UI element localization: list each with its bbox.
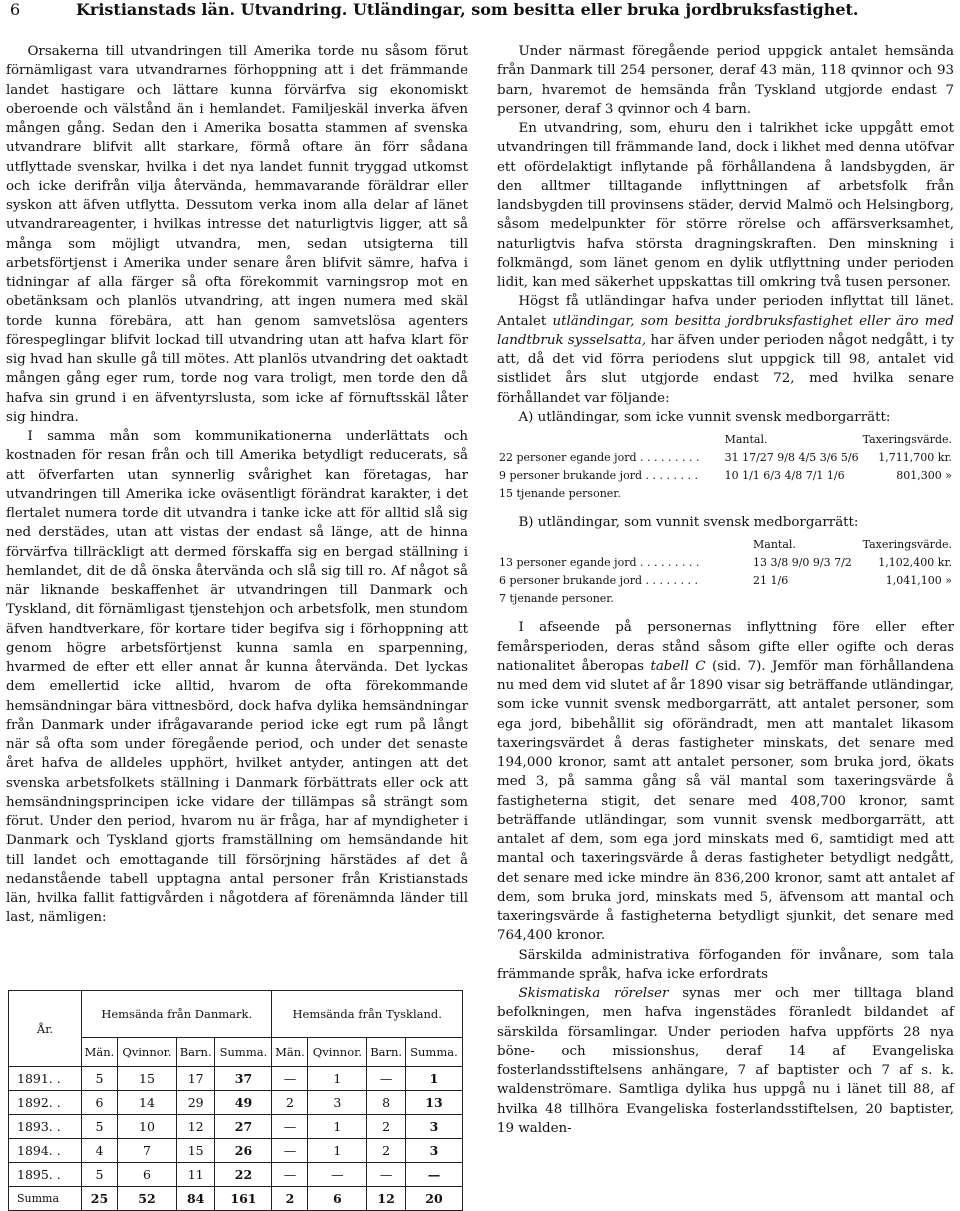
right-column: [497, 42, 954, 1138]
subheader-men: Män.: [82, 1038, 118, 1067]
table-cell: 49: [215, 1091, 272, 1115]
table-cell: 22: [215, 1163, 272, 1187]
count: 7: [499, 592, 506, 606]
text: (sid. 7). Jemför man förhållandena nu med dem vid slutet af år 1890 visar sig beträffande utländingar, som icke vunnit svensk medborgarrätt, att antalet personer, som ega jord, bibehållit sig oförändradt, men att mantalet likasom taxeringsvärdet å deras fastigheter minskats, det senare med 194,000 kronor, samt att antalet personer, som bruka jord, ökats med 3, på samma gång så väl mantal som taxeringsvärde å fastigheterna stigit, det senare med 408,700 kronor, samt beträffande utländingar, som vunnit svensk medborgarrätt, att antalet af dem, som ega jord minskats med 6, samtidigt med att mantal och taxeringsvärde å deras fastigheter betydligt nedgått, det senare med icke mindre än 836,200 kronor, samt att antalet af dem, som bruka jord, minskats med 5, äfvensom att mantal och taxeringsvärde å fastigheterna betydligt sjunkit, det senare med 764,400 kronor.: [497, 658, 954, 944]
year-cell: 1893. .: [9, 1115, 82, 1139]
table-cell: 4: [82, 1139, 118, 1163]
tax-value: [861, 485, 954, 503]
row-label: tjenande personer.: [516, 487, 621, 500]
table-cell: 7: [118, 1139, 177, 1163]
table-cell: 12: [176, 1115, 215, 1139]
table-cell: —: [272, 1163, 308, 1187]
italic-text: Skismatiska rörelser: [518, 986, 669, 1001]
table-cell: 1: [308, 1115, 367, 1139]
table-cell: 15: [118, 1067, 177, 1091]
subheader-women: Qvinnor.: [118, 1038, 177, 1067]
table-row: [9, 1115, 463, 1139]
returnees-table: [8, 990, 463, 1211]
group-b-table: [497, 536, 954, 608]
subheader-total: Summa.: [405, 1038, 462, 1067]
year-cell: 1891. .: [9, 1067, 82, 1091]
row-label: personer brukande jord . . . . . . . .: [509, 469, 698, 482]
col-tax: Taxeringsvärde.: [862, 433, 952, 446]
table-cell: 12: [367, 1187, 406, 1211]
count: 22: [499, 451, 513, 464]
table-cell: 2: [367, 1139, 406, 1163]
table-body: [9, 1067, 463, 1211]
subheader-men: Män.: [272, 1038, 308, 1067]
count: 13: [499, 556, 513, 570]
year-cell: 1894. .: [9, 1139, 82, 1163]
subheader-children: Barn.: [176, 1038, 215, 1067]
group-b-title: B) utländingar, som vunnit svensk medborgarrätt:: [518, 515, 859, 530]
table-cell: 5: [82, 1067, 118, 1091]
header-germany: Hemsända från Tyskland.: [272, 991, 463, 1038]
table-row: [497, 485, 954, 503]
table-cell: 5: [82, 1115, 118, 1139]
paragraph-foreigners: [497, 292, 954, 408]
count: 9: [499, 469, 506, 482]
text: har äfven under perioden något nedgått, i ty att, då det vid förra periodens slut uppgick till 98, antalet vid sistlidet års slut utgjorde endast 72, med hvilka senare förhållandet var följande:: [497, 332, 954, 406]
table-cell: 3: [405, 1139, 462, 1163]
mantal-value: 31 17/27 9/8 4/5 3/6 5/6: [724, 451, 859, 464]
table-cell: 2: [272, 1091, 308, 1115]
italic-text: utländingar, som besitta jordbruksfastighet eller äro med landtbruk sysselsatta,: [497, 313, 954, 348]
table-row: [497, 467, 954, 485]
table-cell: 13: [405, 1091, 462, 1115]
year-cell: 1892. .: [9, 1091, 82, 1115]
table-cell: 6: [82, 1091, 118, 1115]
table-cell: 29: [176, 1091, 215, 1115]
returnees-table-wrapper: [8, 990, 463, 1211]
table-cell: 1: [308, 1139, 367, 1163]
table-cell: —: [272, 1139, 308, 1163]
paragraph-comparison: [497, 618, 954, 945]
running-title: Kristianstads län. Utvandring. Utländingar, som besitta eller bruka jordbruksfastighet.: [76, 0, 859, 19]
table-cell: 2: [367, 1115, 406, 1139]
table-cell: 52: [118, 1187, 177, 1211]
subheader-women: Qvinnor.: [308, 1038, 367, 1067]
mantal-value: 21 1/6: [753, 574, 789, 588]
table-row: [497, 572, 954, 590]
left-column: [6, 42, 468, 928]
group-a-table: [497, 431, 954, 503]
table-cell: 161: [215, 1187, 272, 1211]
table-cell: —: [405, 1163, 462, 1187]
col-tax: Taxeringsvärde.: [862, 538, 952, 552]
table-cell: 5: [82, 1163, 118, 1187]
table-cell: 3: [405, 1115, 462, 1139]
table-cell: 14: [118, 1091, 177, 1115]
count: 15: [499, 487, 513, 500]
page-header: [6, 0, 954, 22]
tax-value: 1,711,700 kr.: [878, 451, 952, 464]
table-cell: 84: [176, 1187, 215, 1211]
col-mantal: Mantal.: [753, 538, 796, 552]
mantal-value: 13 3/8 9/0 9/3 7/2: [753, 556, 852, 570]
table-cell: 26: [215, 1139, 272, 1163]
paragraph-administration: Särskilda administrativa förfoganden för invånare, som tala främmande språk, hafva icke erfordrats: [497, 947, 954, 982]
table-cell: 15: [176, 1139, 215, 1163]
tax-value: 1,102,400 kr.: [878, 556, 952, 570]
count: 6: [499, 574, 506, 588]
year-cell: Summa: [9, 1187, 82, 1211]
table-cell: 20: [405, 1187, 462, 1211]
table-cell: 6: [308, 1187, 367, 1211]
table-row: [9, 1163, 463, 1187]
paragraph-previous-period: Under närmast föregående period uppgick antalet hemsända från Danmark till 254 personer, deraf 43 män, 118 qvinnor och 93 barn, hvaremot de hemsända från Tyskland utgjorde endast 7 personer, deraf 3 qvinnor och 4 barn.: [497, 44, 954, 117]
paragraph-emigration-causes: Orsakerna till utvandringen till Amerika torde nu såsom förut förnämligast vara utvandrarnes förhoppning att i det främmande landet hastigare och lättare kunna förvärfva sig ekonomiskt oberoende och välstånd än i hemlandet. Familjeskäl inverka äfven mången gång. Sedan den i Amerika bosatta stammen af svenska utvandrare blifvit allt starkare, förmå oftare än förr sådana utflyttade svenskar, hvilka i det nya landet funnit tryggad utkomst och icke derifrån vilja återvända, hemmavarande föräldrar eller syskon att äfven utflytta. Dessutom verka inom alla delar af länet utvandrareagenter, i hvilkas intresse det naturligtvis ligger, att så många som möjligt utvandra, men, sedan utsigterna till arbetsförtjenst i Amerika under senare åren blifvit sämre, hafva i tidningar af alla färger så ofta förekommit varningsrop mot en obetänksam och planlös utvandring, att ingen numera med skäl torde kunna förebära, att han genom samvetslösa agenters förespeglingar blifvit lockad till utvandring utan att hafva klart för sig hvad han skulle gå till mötes. Att planlös utvandring det oaktadt mången gång eger rum, torde nog vara troligt, men torde den då hafva sin grund i en äfventyrslusta, som icke af förnuftsskäl låter sig hindra.: [6, 44, 468, 425]
year-cell: 1895. .: [9, 1163, 82, 1187]
col-mantal: Mantal.: [724, 433, 768, 446]
row-label: tjenande personer.: [509, 592, 614, 606]
table-cell: 17: [176, 1067, 215, 1091]
italic-text: tabell C: [650, 658, 706, 674]
text: synas mer och mer tilltaga bland befolkningen, men hafva ingenstädes föranledt bildandet af särskilda församlingar. Under perioden hafva uppförts 28 nya böne- och missionshus, deraf 14 af Evangeliska fosterlandsstiftelsens anhängare, 7 af baptister och 7 af s. k. waldenströmare. Samtliga dylika hus uppgå nu i länet till 88, af hvilka 48 tillhöra Evangeliska fosterlandsstiftelsen, 20 baptister, 19 walden-: [497, 986, 954, 1136]
table-row-total: [9, 1187, 463, 1211]
table-row: [9, 1067, 463, 1091]
table-row: [9, 1139, 463, 1163]
table-cell: 6: [118, 1163, 177, 1187]
text: I afseende på personernas inflyttning före eller efter femårsperioden, deras stånd såsom gifte eller ogifte och deras nationalitet åberopas: [497, 620, 954, 674]
table-cell: 1: [405, 1067, 462, 1091]
table-cell: 8: [367, 1091, 406, 1115]
row-label: personer egande jord . . . . . . . . .: [516, 556, 700, 570]
table-cell: 2: [272, 1187, 308, 1211]
paragraph-internal-migration: En utvandring, som, ehuru den i talrikhet icke uppgått emot utvandringen till främmande land, dock i likhet med denna utöfvar ett ofördelaktigt inflytande på förhållandena å landsbygden, är den alltmer tilltagande inflyttningen af arbetsfolk från landsbygden till provinsens städer, dervid Malmö och Helsingborg, såsom medelpunkter för större rörelse och affärsverksamhet, naturligtvis hafva största dragningskraften. Den minskning i folkmängd, som länet genom en dylik utflyttning under perioden lidit, kan med säkerhet uppskattas till omkring två tusen personer.: [497, 121, 954, 290]
text: Högst få utländingar hafva under perioden inflyttat till länet. Antalet: [497, 294, 954, 329]
tax-value: [857, 590, 954, 608]
table-cell: 11: [176, 1163, 215, 1187]
group-a-title: A) utländingar, som icke vunnit svensk medborgarrätt:: [518, 409, 891, 425]
table-row: [497, 590, 954, 608]
paragraph-emigration-character: I samma mån som kommunikationerna underlättats och kostnaden för resan från och till Amerika betydligt reducerats, så att öfverfarten utan synnerlig svårighet kan företagas, har utvandringen till Amerika icke oväsentligt förändrat karakter, i det flertalet numera torde dit utvandra i tanke icke att för alltid slå sig ned derstädes, utan att vistas der endast så länge, att de hinna förvärfva tillräckligt att dermed förskaffa sig en bergad ställning i hemlandet, dit de då önska återvända och slå sig till ro. Af något så när liknande beskaffenhet är utvandringen till Danmark och Tyskland, dit förnämligast tjenstehjon och arbetsfolk, men stundom äfven handtverkare, för kortare tider begifva sig i förhoppning att genom högre arbetsförtjenst kunna samla en sparpenning, hvarmed de efter ett eller annat år kunna återvända. Det lyckas dem emellertid icke alltid, hvarom de ofta förekommande hemsändningar bära vittnesbörd, dock hafva dylika hemsändningar från Danmark under ifrågavarande period icke egt rum på långt när så ofta som under föregående period, och under det senaste året hafva de alldeles upphört, hvilket antyder, antingen att det svenska arbetsfolkets ställning i Danmark förbättrats eller ock att hemsändningsprincipen icke vidare der tillämpas så strängt som förut. Under den period, hvarom nu är fråga, har af myndigheter i Danmark och Tyskland gjorts framställning om hemsändande hit till landet och emottagande till försörjning härstädes af det å nedanstående tabell upptagna antal personer från Kristianstads län, hvilka fallit fattigvården i någotdera af förenämnda länder till last, nämligen:: [6, 429, 468, 926]
row-label: personer brukande jord . . . . . . . .: [509, 574, 698, 588]
mantal-value: 10 1/1 6/3 4/8 7/1 1/6: [724, 469, 845, 482]
paragraph-schismatic: [497, 984, 954, 1138]
header-denmark: Hemsända från Danmark.: [82, 991, 272, 1038]
table-row: [497, 554, 954, 572]
table-cell: 37: [215, 1067, 272, 1091]
table-cell: —: [308, 1163, 367, 1187]
table-row: [497, 449, 954, 467]
table-cell: —: [272, 1067, 308, 1091]
table-cell: —: [367, 1067, 406, 1091]
table-cell: 25: [82, 1187, 118, 1211]
subheader-children: Barn.: [367, 1038, 406, 1067]
table-cell: 1: [308, 1067, 367, 1091]
subheader-total: Summa.: [215, 1038, 272, 1067]
row-label: personer egande jord . . . . . . . . .: [516, 451, 700, 464]
table-cell: 27: [215, 1115, 272, 1139]
header-year: År.: [9, 991, 82, 1067]
mantal-value: [751, 590, 857, 608]
table-cell: 3: [308, 1091, 367, 1115]
table-cell: —: [272, 1115, 308, 1139]
tax-value: 1,041,100 »: [885, 574, 952, 588]
table-row: [9, 1091, 463, 1115]
tax-value: 801,300 »: [896, 469, 952, 482]
page-number: 6: [10, 0, 21, 19]
table-cell: 10: [118, 1115, 177, 1139]
mantal-value: [723, 485, 861, 503]
table-cell: —: [367, 1163, 406, 1187]
